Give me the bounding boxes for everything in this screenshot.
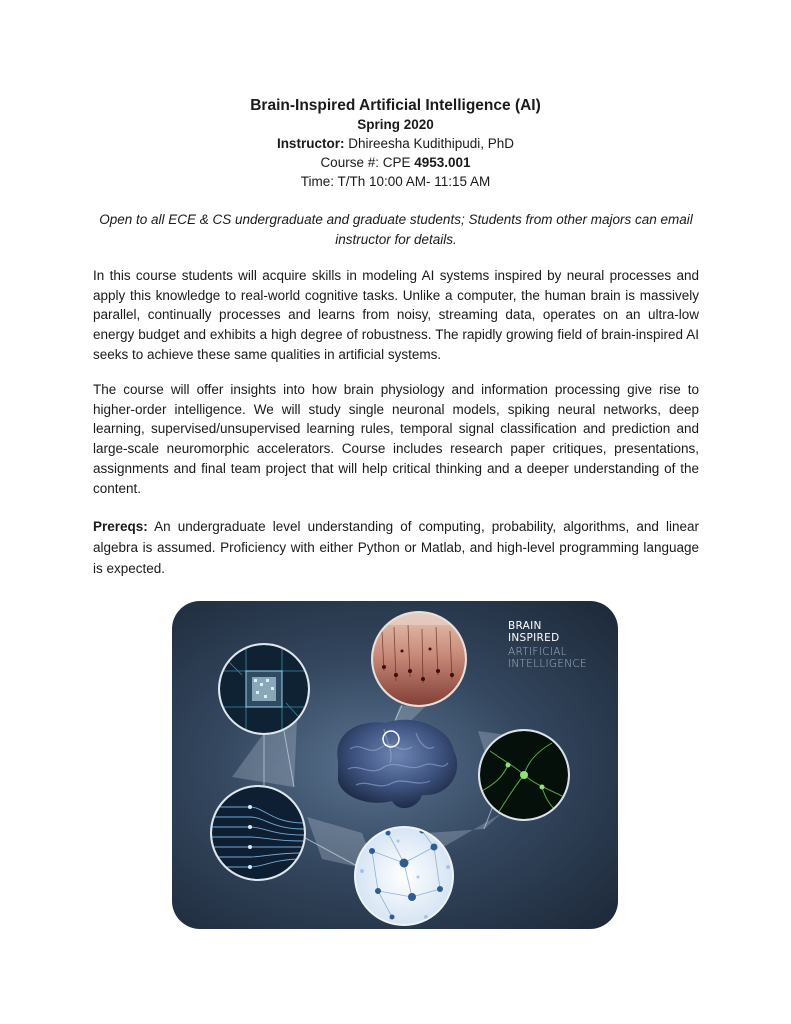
course-time: Time: T/Th 10:00 AM- 11:15 AM [300,174,491,189]
figure-label-inspired: INSPIRED [508,632,560,644]
brain-inspired-ai-illustration [172,601,618,929]
figure-label-intelligence: INTELLIGENCE [508,658,587,670]
course-number-line [0,153,791,172]
instructor-label: Instructor: [276,136,345,151]
network-circle-icon [355,827,453,925]
figure-label-brain: BRAIN [508,620,542,632]
prerequisites-paragraph [93,516,699,579]
neuron-circle-icon [478,729,570,821]
prereqs-text: An undergraduate level understanding of computing, probability, algorithms, and linear algebra is assumed. Proficiency with either Python or Matlab, and high-level programming language is expected. [93,519,699,576]
course-number: 4953.001 [414,155,471,170]
figure-label-artificial: ARTIFICIAL [508,646,567,658]
course-number-prefix: Course #: CPE [320,155,415,170]
course-description-paragraph: In this course students will acquire skills in modeling AI systems inspired by neural processes and apply this knowledge to real-world cognitive tasks. Unlike a computer, the human brain is massively parallel, continually processes and learns from noisy, streaming data, operates on an ultra-low energy budget and exhibits a high degree of robustness. The rapidly growing field of brain-inspired AI seeks to achieve these same qualities in artificial systems. [93,268,699,362]
prereqs-label: Prereqs: [93,519,148,534]
enrollment-note: Open to all ECE & CS undergraduate and graduate students; Students from other majors can email instructor for details. [99,212,693,247]
course-term: Spring 2020 [357,117,434,132]
brain-icon [337,720,457,808]
course-header [0,96,791,191]
instructor-line [0,134,791,153]
instructor-name: Dhireesha Kudithipudi, PhD [344,136,515,151]
course-title: Brain-Inspired Artificial Intelligence (AI) [250,97,541,114]
chip-circle-icon [212,637,322,747]
cortex-circle-icon [370,609,470,709]
course-content-paragraph: The course will offer insights into how brain physiology and information processing give rise to higher-order intelligence. We will study single neuronal models, spiking neural networks, deep learning, supervised/unsupervised learning rules, temporal signal classification and prediction and large-scale neuromorphic accelerators. Course includes research paper critiques, presentations, assignments and final team project that will help critical thinking and a deeper understanding of the content. [93,382,699,496]
signal-circle-icon [210,785,306,881]
